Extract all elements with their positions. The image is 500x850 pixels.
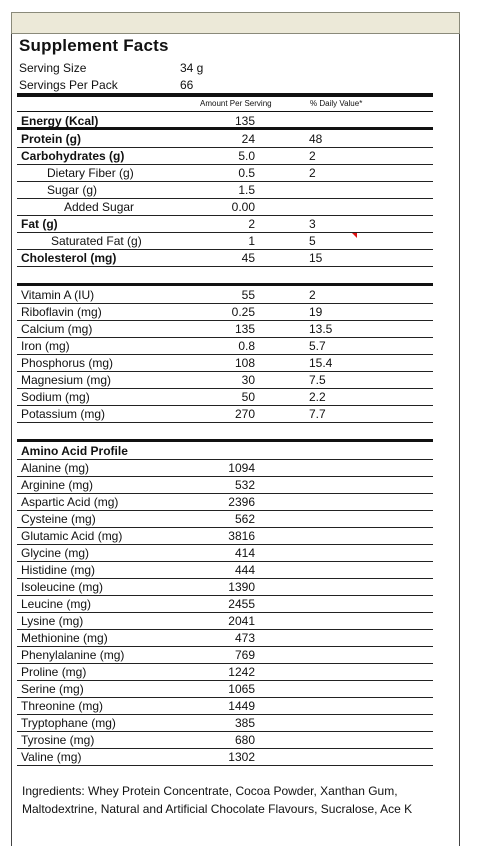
amino-label: Phenylalanine (mg) [21, 648, 125, 662]
amino-row [17, 715, 433, 732]
amino-label: Cysteine (mg) [21, 512, 96, 526]
nutrient-row [17, 199, 433, 216]
nutrient-dv: 3 [309, 217, 316, 231]
amino-amount: 2396 [228, 495, 255, 509]
amino-amount: 444 [234, 563, 255, 577]
amino-row [17, 613, 433, 630]
nutrient-label: Energy (Kcal) [21, 114, 99, 128]
mineral-amount: 135 [234, 322, 255, 336]
nutrient-row [17, 165, 433, 182]
amino-row [17, 562, 433, 579]
mineral-row [17, 406, 433, 423]
amino-label: Glutamic Acid (mg) [21, 529, 123, 543]
column-header-amount: Amount Per Serving [200, 99, 272, 108]
mineral-label: Vitamin A (IU) [21, 288, 95, 302]
nutrient-row [17, 250, 433, 267]
mineral-amount: 30 [241, 373, 255, 387]
servings-per-pack-label: Servings Per Pack [19, 78, 118, 92]
column-header-daily-value: % Daily Value* [310, 99, 363, 108]
nutrient-dv: 48 [309, 132, 323, 146]
mineral-dv: 15.4 [309, 356, 333, 370]
nutrient-row [17, 182, 433, 199]
nutrient-amount: 24 [241, 132, 255, 146]
mineral-label: Calcium (mg) [21, 322, 93, 336]
nutrient-amount: 0.5 [238, 166, 255, 180]
mineral-amount: 0.25 [231, 305, 255, 319]
servings-per-pack-value: 66 [180, 78, 194, 92]
mineral-amount: 55 [241, 288, 255, 302]
mineral-row [17, 321, 433, 338]
nutrient-row [17, 113, 433, 130]
mineral-row [17, 287, 433, 304]
mineral-label: Phosphorus (mg) [21, 356, 114, 370]
mineral-label: Iron (mg) [21, 339, 70, 353]
mineral-row [17, 355, 433, 372]
amino-amount: 562 [234, 512, 255, 526]
amino-label: Valine (mg) [21, 750, 82, 764]
amino-label: Lysine (mg) [21, 614, 84, 628]
amino-row [17, 630, 433, 647]
amino-row [17, 681, 433, 698]
amino-label: Aspartic Acid (mg) [21, 495, 119, 509]
serving-size-label: Serving Size [19, 61, 87, 75]
amino-row [17, 477, 433, 494]
amino-row [17, 511, 433, 528]
nutrient-amount: 2 [248, 217, 255, 231]
nutrient-dv: 5 [309, 234, 316, 248]
amino-row [17, 664, 433, 681]
nutrient-amount: 135 [234, 114, 255, 128]
nutrient-amount: 1 [248, 234, 255, 248]
mineral-row [17, 389, 433, 406]
amino-amount: 680 [234, 733, 255, 747]
amino-row [17, 647, 433, 664]
mineral-row [17, 338, 433, 355]
amino-row [17, 494, 433, 511]
nutrient-label: Protein (g) [21, 132, 81, 146]
amino-row [17, 545, 433, 562]
nutrient-row [17, 216, 433, 233]
amino-amount: 385 [234, 716, 255, 730]
amino-label: Histidine (mg) [21, 563, 96, 577]
amino-row [17, 698, 433, 715]
nutrient-dv: 15 [309, 251, 323, 265]
nutrient-label: Saturated Fat (g) [51, 234, 142, 248]
amino-amount: 1390 [228, 580, 255, 594]
nutrient-label: Sugar (g) [47, 183, 98, 197]
amino-amount: 1242 [228, 665, 255, 679]
mineral-label: Potassium (mg) [21, 407, 106, 421]
mineral-row [17, 372, 433, 389]
panel-title: Supplement Facts [19, 36, 169, 55]
nutrient-amount: 45 [241, 251, 255, 265]
amino-amount: 414 [234, 546, 255, 560]
amino-label: Glycine (mg) [21, 546, 90, 560]
header-rule [17, 111, 433, 112]
amino-row [17, 460, 433, 477]
nutrient-label: Cholesterol (mg) [21, 251, 117, 265]
mineral-dv: 2.2 [309, 390, 326, 404]
amino-label: Leucine (mg) [21, 597, 92, 611]
amino-amount: 1065 [228, 682, 255, 696]
amino-label: Tyrosine (mg) [21, 733, 95, 747]
nutrient-amount: 5.0 [238, 149, 255, 163]
mineral-dv: 2 [309, 288, 316, 302]
amino-label: Methionine (mg) [21, 631, 108, 645]
nutrient-row [17, 148, 433, 165]
amino-amount: 2041 [228, 614, 255, 628]
nutrient-label: Dietary Fiber (g) [47, 166, 134, 180]
amino-heading-row [17, 443, 433, 460]
amino-label: Serine (mg) [21, 682, 84, 696]
thick-rule [17, 93, 433, 97]
amino-amount: 473 [234, 631, 255, 645]
mineral-dv: 19 [309, 305, 323, 319]
mineral-label: Sodium (mg) [21, 390, 90, 404]
amino-row [17, 579, 433, 596]
amino-label: Isoleucine (mg) [21, 580, 104, 594]
amino-label: Alanine (mg) [21, 461, 90, 475]
amino-row [17, 596, 433, 613]
mineral-dv: 13.5 [309, 322, 333, 336]
nutrient-dv: 2 [309, 166, 316, 180]
mineral-amount: 108 [234, 356, 255, 370]
mineral-label: Riboflavin (mg) [21, 305, 102, 319]
amino-row [17, 528, 433, 545]
nutrient-amount: 1.5 [238, 183, 255, 197]
ingredients-text: Ingredients: Whey Protein Concentrate, Cocoa Powder, Xanthan Gum, Maltodextrine, Natural and Artificial Chocolate Flavours, Sucralose, Ace K [22, 784, 413, 816]
amino-label: Tryptophane (mg) [21, 716, 116, 730]
amino-row [17, 749, 433, 766]
nutrient-amount: 0.00 [231, 200, 255, 214]
header-bar [11, 12, 460, 34]
amino-label: Arginine (mg) [21, 478, 94, 492]
amino-amount: 2455 [228, 597, 255, 611]
nutrient-label: Carbohydrates (g) [21, 149, 125, 163]
mineral-dv: 7.7 [309, 407, 326, 421]
comment-marker-icon [352, 233, 357, 238]
mineral-amount: 0.8 [238, 339, 255, 353]
amino-label: Threonine (mg) [21, 699, 104, 713]
amino-amount: 532 [234, 478, 255, 492]
mineral-amount: 50 [241, 390, 255, 404]
mineral-label: Magnesium (mg) [21, 373, 112, 387]
amino-amount: 769 [234, 648, 255, 662]
amino-amount: 1302 [228, 750, 255, 764]
mineral-dv: 7.5 [309, 373, 326, 387]
mineral-amount: 270 [234, 407, 255, 421]
amino-amount: 1094 [228, 461, 255, 475]
amino-heading: Amino Acid Profile [21, 444, 128, 458]
amino-amount: 1449 [228, 699, 255, 713]
amino-label: Proline (mg) [21, 665, 87, 679]
mineral-row [17, 304, 433, 321]
nutrient-row [17, 233, 433, 250]
section-rule [17, 439, 433, 442]
nutrient-row [17, 131, 433, 148]
amino-row [17, 732, 433, 749]
nutrient-label: Fat (g) [21, 217, 58, 231]
amino-amount: 3816 [228, 529, 255, 543]
serving-size-value: 34 g [180, 61, 204, 75]
nutrient-dv: 2 [309, 149, 316, 163]
section-rule [17, 283, 433, 286]
mineral-dv: 5.7 [309, 339, 326, 353]
nutrient-label: Added Sugar [64, 200, 135, 214]
